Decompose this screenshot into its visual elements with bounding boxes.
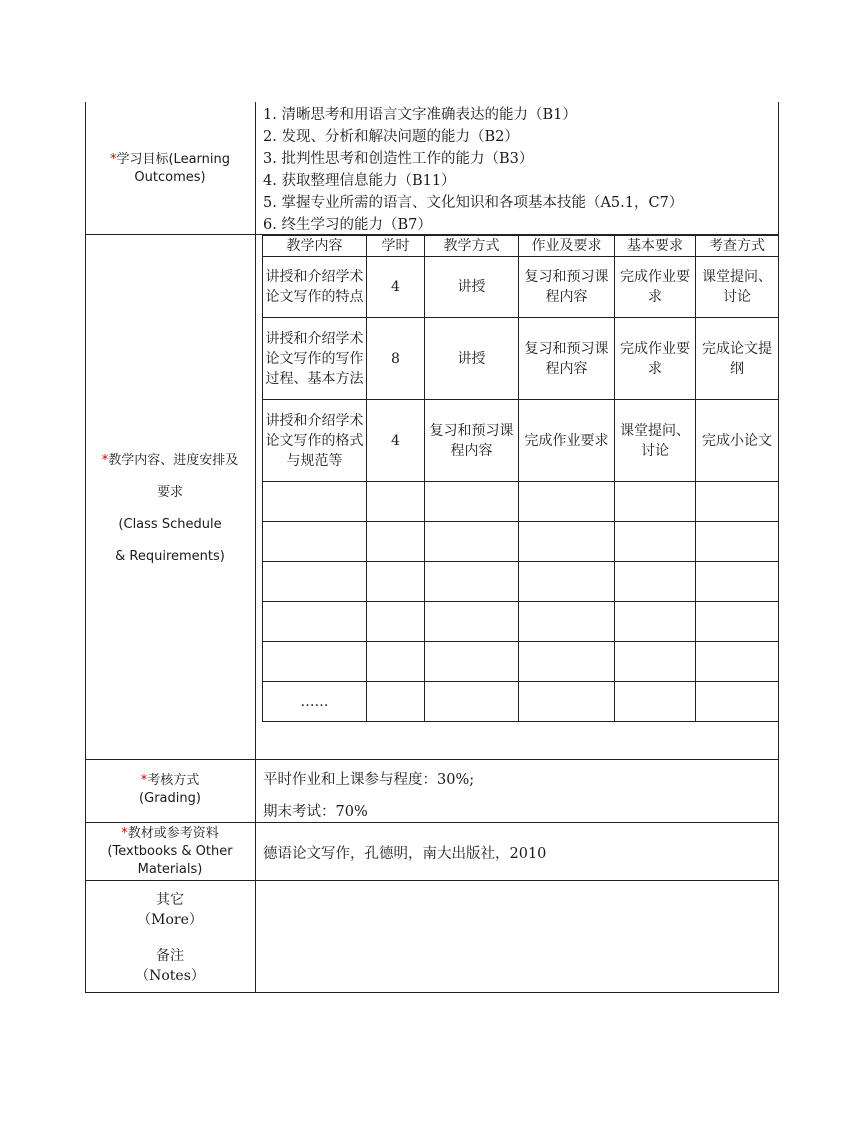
bottom-border — [85, 992, 779, 993]
required-marker: * — [140, 773, 148, 788]
required-marker: * — [121, 826, 128, 841]
row-divider-schedule — [85, 759, 779, 760]
empty-table-row — [263, 602, 779, 642]
label-line: 考核方式 — [147, 773, 200, 788]
required-marker: * — [101, 453, 109, 468]
table-cell: 复习和预习课程内容 — [425, 400, 519, 482]
label-line: 教材或参考资料 — [127, 826, 219, 841]
more-label — [85, 890, 255, 930]
table-cell: 讲授 — [425, 257, 519, 318]
column-header: 基本要求 — [615, 236, 696, 257]
table-cell: 复习和预习课程内容 — [519, 318, 615, 400]
textbooks-text: 德语论文写作，孔德明，南大出版社，2010 — [263, 846, 547, 862]
table-row — [263, 257, 779, 318]
grading-line-2: 期末考试：70% — [263, 804, 368, 820]
empty-table-row — [263, 522, 779, 562]
table-cell: 课堂提问、讨论 — [696, 257, 779, 318]
table-cell: 完成论文提纲 — [696, 318, 779, 400]
table-row — [263, 400, 779, 482]
ellipsis-text: …… — [263, 682, 367, 722]
learning-outcomes-label — [85, 151, 255, 187]
table-cell: 复习和预习课程内容 — [519, 257, 615, 318]
column-header: 教学方式 — [425, 236, 519, 257]
outcome-item: 2. 发现、分析和解决问题的能力（B2） — [263, 129, 519, 145]
column-header: 学时 — [367, 236, 425, 257]
label-line: & Requirements) — [115, 549, 225, 564]
label-line: (Class Schedule — [118, 517, 222, 532]
grading-label — [85, 772, 255, 808]
empty-table-row — [263, 562, 779, 602]
empty-table-row — [263, 482, 779, 522]
class-schedule-label — [85, 445, 255, 573]
row-divider-grading — [85, 822, 779, 823]
table-cell: 讲授 — [425, 318, 519, 400]
outcome-item: 1. 清晰思考和用语言文字准确表达的能力（B1） — [263, 107, 577, 123]
label-line: （Notes） — [135, 968, 205, 984]
outcome-item: 6. 终生学习的能力（B7） — [263, 217, 432, 233]
outcome-item: 3. 批判性思考和创造性工作的能力（B3） — [263, 151, 534, 167]
label-line: 其它 — [156, 892, 184, 908]
label-line: 备注 — [156, 948, 184, 964]
table-cell: 4 — [367, 400, 425, 482]
label-column-divider — [255, 102, 256, 993]
label-line: (Textbooks & Other — [107, 844, 233, 859]
label-line: Outcomes) — [134, 170, 206, 185]
schedule-header-row — [263, 236, 779, 257]
label-line: Materials) — [137, 862, 203, 877]
table-cell: 4 — [367, 257, 425, 318]
table-cell: 完成作业要求 — [615, 257, 696, 318]
textbooks-label — [85, 825, 255, 879]
label-line: (Grading) — [139, 791, 201, 806]
course-form-table — [85, 102, 779, 993]
row-divider-textbooks — [85, 880, 779, 881]
schedule-table — [262, 235, 779, 722]
table-cell: 讲授和介绍学术论文写作的写作过程、基本方法 — [263, 318, 367, 400]
label-line: 要求 — [156, 485, 183, 500]
table-cell: 完成作业要求 — [519, 400, 615, 482]
table-cell: 讲授和介绍学术论文写作的格式与规范等 — [263, 400, 367, 482]
column-header: 教学内容 — [263, 236, 367, 257]
ellipsis-row — [263, 682, 779, 722]
label-line: （More） — [137, 912, 203, 928]
table-row — [263, 318, 779, 400]
table-cell: 讲授和介绍学术论文写作的特点 — [263, 257, 367, 318]
outcome-item: 5. 掌握专业所需的语言、文化知识和各项基本技能（A5.1，C7） — [263, 195, 684, 211]
label-line: 教学内容、进度安排及 — [108, 453, 239, 468]
learning-outcomes-list — [263, 104, 683, 236]
table-cell: 课堂提问、讨论 — [615, 400, 696, 482]
notes-label — [85, 946, 255, 986]
table-cell: 完成小论文 — [696, 400, 779, 482]
column-header: 作业及要求 — [519, 236, 615, 257]
grading-line-1: 平时作业和上课参与程度：30%; — [263, 772, 475, 788]
required-marker: * — [109, 152, 117, 167]
empty-table-row — [263, 642, 779, 682]
table-cell: 8 — [367, 318, 425, 400]
outcome-item: 4. 获取整理信息能力（B11） — [263, 173, 456, 189]
column-header: 考查方式 — [696, 236, 779, 257]
label-line: 学习目标(Learning — [116, 152, 230, 167]
table-cell: 完成作业要求 — [615, 318, 696, 400]
